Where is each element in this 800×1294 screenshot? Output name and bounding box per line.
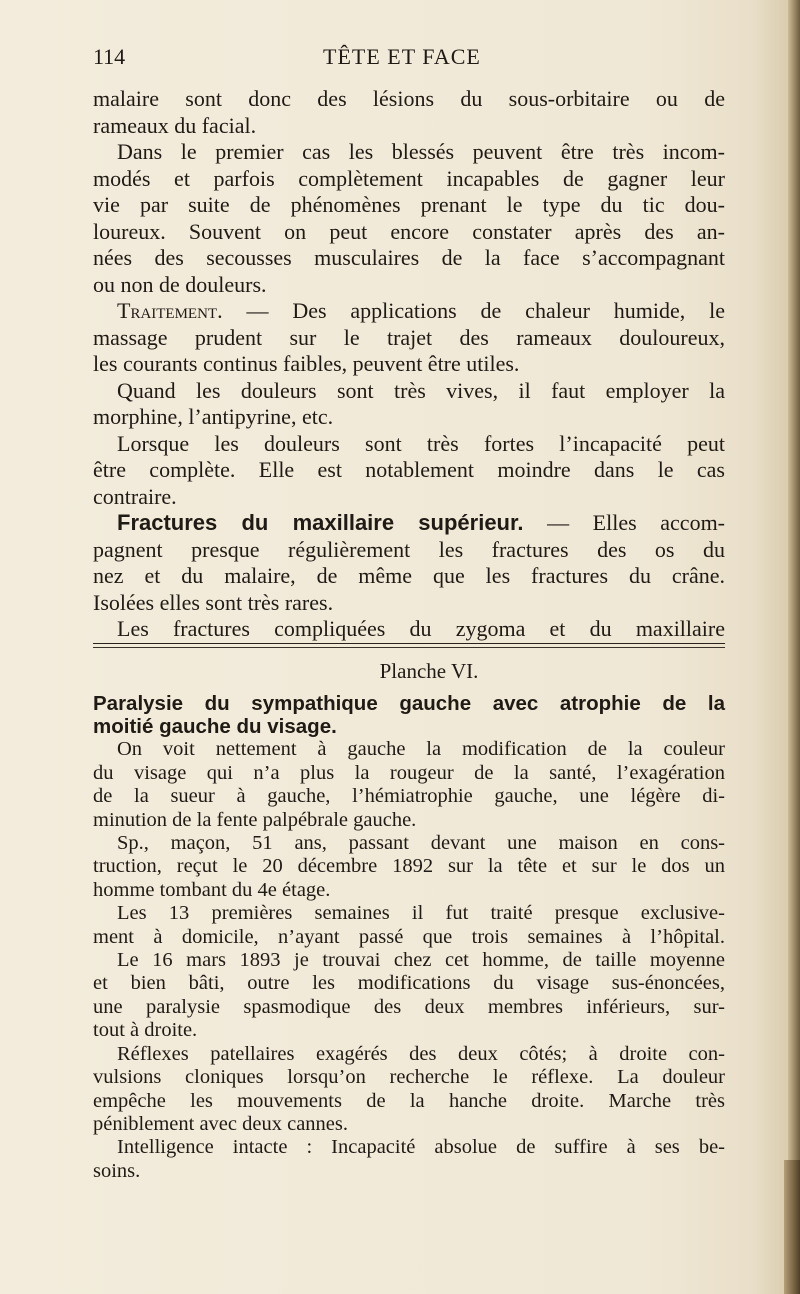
caption-line: ment à domicile, n’ayant passé que trois semaines à l’hôpital.: [93, 925, 725, 948]
page-corner-shadow: [784, 1160, 800, 1294]
caption-line: de la sueur à gauche, l’hémiatrophie gauche, une légère di-: [93, 785, 725, 808]
text-line: malaire sont donc des lésions du sous-orbitaire ou de: [93, 86, 725, 111]
caption-title-line: moitié gauche du visage.: [93, 715, 337, 739]
caption-line: On voit nettement à gauche la modification de la couleur: [117, 738, 725, 761]
text-line: morphine, l’antipyrine, etc.: [93, 404, 334, 429]
caption-line: soins.: [93, 1159, 141, 1182]
text-fragment: — Des applications de chaleur humide, le: [246, 298, 725, 323]
caption-line: tout à droite.: [93, 1019, 198, 1042]
main-text: [93, 86, 725, 643]
traitement-label: Traitement.: [117, 298, 223, 323]
text-line: pagnent presque régulièrement les fractures des os du: [93, 536, 725, 562]
caption-line: truction, reçut le 20 décembre 1892 sur la tête et sur le dos un: [93, 855, 725, 878]
text-line: loureux. Souvent on peut encore constater après des an-: [93, 218, 725, 244]
text-line: Isolées elles sont très rares.: [93, 589, 334, 615]
caption-line: Le 16 mars 1893 je trouvai chez cet homme, de taille moyenne: [117, 949, 725, 972]
caption-line: une paralysie spasmodique des deux membres inférieurs, sur-: [93, 995, 725, 1018]
traitement-line: [93, 298, 725, 325]
page-header: [93, 44, 723, 72]
caption-line: Les 13 premières semaines il fut traité presque exclusive-: [117, 902, 725, 925]
text-line: rameaux du facial.: [93, 112, 257, 138]
section-heading: Fractures du maxillaire supérieur.: [117, 510, 524, 535]
text-line: être complète. Elle est notablement moindre dans le cas: [93, 457, 725, 482]
caption-line: empêche les mouvements de la hanche droite. Marche très: [93, 1089, 725, 1112]
text-line: modés et parfois complètement incapables de gagner leur: [93, 165, 725, 191]
caption-line: Intelligence intacte : Incapacité absolue de suffire à ses be-: [117, 1136, 725, 1159]
caption-line: minution de la fente palpébrale gauche.: [93, 808, 417, 831]
text-line: Les fractures compliquées du zygoma et du maxillaire: [117, 616, 725, 641]
fractures-line: [93, 510, 725, 537]
text-line: massage prudent sur le trajet des rameaux douloureux,: [93, 324, 725, 350]
separator-rule-thin: [93, 647, 725, 648]
caption-line: du visage qui n’a plus la rougeur de la santé, l’exagération: [93, 761, 725, 784]
text-line: les courants continus faibles, peuvent être utiles.: [93, 351, 520, 376]
text-fragment: — Elles accom-: [547, 510, 726, 535]
text-line: contraire.: [93, 483, 177, 509]
text-line: ou non de douleurs.: [93, 271, 267, 297]
page-number: 114: [93, 44, 126, 69]
text-line: Lorsque les douleurs sont très fortes l’incapacité peut: [117, 430, 725, 456]
separator-rule: [93, 643, 725, 644]
page-edge-shadow: [788, 0, 800, 1294]
caption-line: vulsions cloniques lorsqu’on recherche le réflexe. La douleur: [93, 1066, 725, 1089]
running-head: TÊTE ET FACE: [323, 44, 481, 69]
caption-line: homme tombant du 4e étage.: [93, 878, 331, 901]
caption-line: Réflexes patellaires exagérés des deux côtés; à droite con-: [117, 1042, 725, 1065]
caption-line: et bien bâti, outre les modifications du visage sus-énoncées,: [93, 972, 725, 995]
caption-title-line: Paralysie du sympathique gauche avec atrophie de la: [93, 692, 725, 716]
text-line: vie par suite de phénomènes prenant le type du tic dou-: [93, 192, 725, 217]
text-line: Dans le premier cas les blessés peuvent être très incom-: [117, 139, 725, 164]
caption-line: Sp., maçon, 51 ans, passant devant une maison en cons-: [117, 832, 725, 855]
text-line: nez et du malaire, de même que les fractures du crâne.: [93, 563, 725, 588]
text-line: nées des secousses musculaires de la face s’accompagnant: [93, 245, 725, 270]
plate-label: Planche VI.: [379, 659, 479, 683]
text-line: Quand les douleurs sont très vives, il faut employer la: [117, 377, 725, 403]
plate-caption: [93, 660, 725, 1183]
caption-line: péniblement avec deux cannes.: [93, 1112, 348, 1135]
